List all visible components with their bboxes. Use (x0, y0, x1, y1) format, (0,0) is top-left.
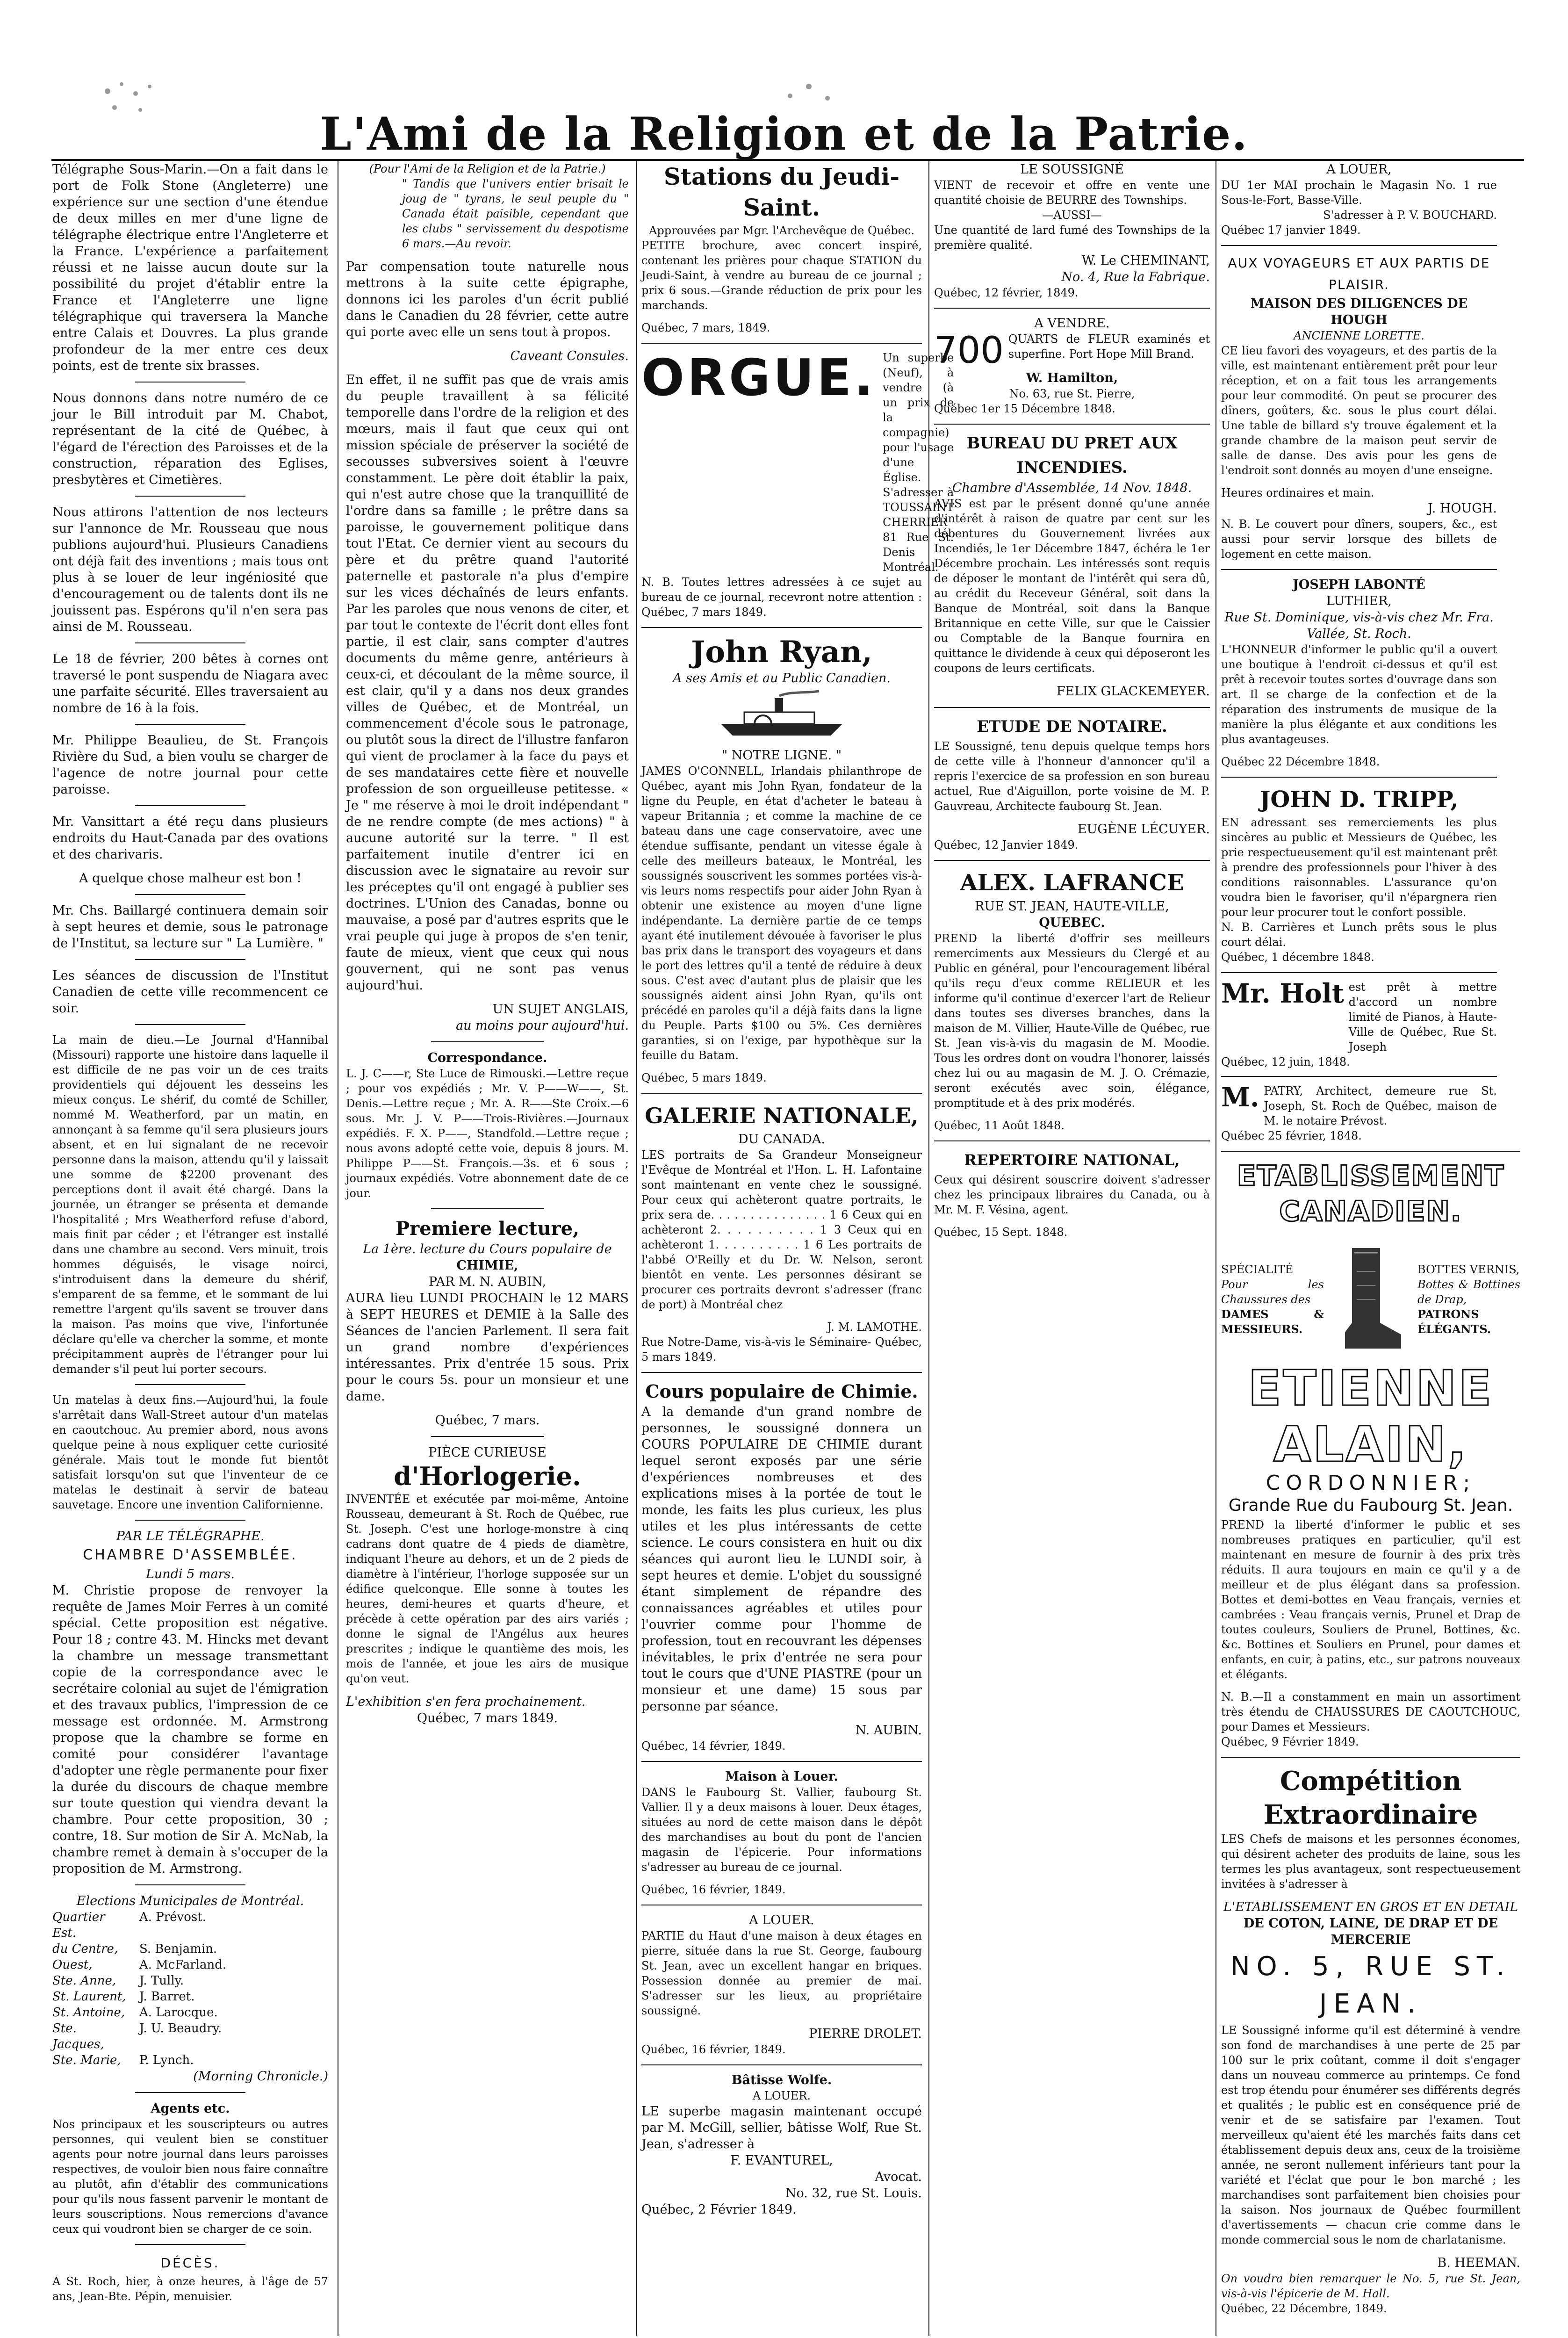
maison-date: Québec, 16 février, 1849. (641, 1883, 786, 1896)
hough-signature: J. HOUGH. (1427, 501, 1497, 516)
divider (135, 1384, 245, 1385)
divider (431, 1208, 544, 1209)
article-rousseau: Nous attirons l'attention de nos lecteurs sur l'annonce de Mr. Rousseau que nous publions aujourd'hui. Plusieurs Canadiens ont déjà fait des inventions ; mais tous ont plus à se louer de leur ingéniosité que d'encouragement ou de talents dont ils ne jouissent pas. Espérons qu'il n'en sera pas ainsi de M. Rousseau. (52, 505, 328, 634)
vendre-body: QUARTS de FLEUR examinés et superfine. Port Hope Mill Brand. (1008, 332, 1210, 361)
ryan-date: Québec, 5 mars 1849. (641, 1071, 767, 1084)
pour-ami: (Pour l'Ami de la Religion et de la Patrie.) (369, 162, 606, 175)
divider (641, 627, 922, 628)
lecture-par: PAR M. N. AUBIN, (428, 1275, 547, 1289)
section-chambre: CHAMBRE D'ASSEMBLÉE. (83, 1547, 298, 1563)
orgue-title: ORGUE. (641, 349, 877, 407)
divider (135, 805, 245, 806)
boot-icon (1336, 1243, 1406, 1356)
deces-body: A St. Roch, hier, à onze heures, à l'âge de 57 ans, Jean-Bte. Pépin, menuisier. (52, 2275, 328, 2303)
article-beaulieu: Mr. Philippe Beaulieu, de St. François Rivière du Sud, a bien voulu se charger de l'agence de notre journal pour cette paroisse. (52, 733, 328, 797)
stations-title: Stations du Jeudi-Saint. (663, 163, 900, 221)
galerie-address: Rue Notre-Dame, vis-à-vis le Séminaire- Québec, 5 mars 1849. (641, 1335, 922, 1364)
competition-body: LE Soussigné informe qu'il est déterminé à vendre son fond de marchandises à une perte de 25 par 100 sur le prix coûtant, comme il doit s'engager dans un nouveau commerce au printemps. Ce fond est trop étendu pour énumérer ses différents degrés et qualités ; le public est en conséquence prié de venir et de se satisfaire par l'examen. Tout merveilleux qu'aient été les marchés faits dans cet établissement depuis deux ans, ceux de la troisième année, ne seront nullement inférieurs tant pour la variété et l'éclat que pour le bon marché ; les marchandises sont parfaitement bien choisies pour la saison. Nos journaux de Québec fourmillent d'avertissements — chacun crie comme dans le monde commercial sous le nom de charlatanisme. (1221, 2024, 1520, 2246)
lecture-date: Québec, 7 mars. (435, 1413, 540, 1428)
deces-title: DÉCÈS. (160, 2255, 220, 2271)
lafrance-city: QUEBEC. (1039, 916, 1105, 930)
lafrance-date: Québec, 11 Août 1848. (934, 1119, 1065, 1132)
galerie-title: GALERIE NATIONALE, (645, 1103, 919, 1128)
divider (135, 496, 245, 497)
article-chambre: M. Christie propose de renvoyer la requête de James Moir Ferres à un comité spécial. Cette proposition est négative. Pour 18 ; contre 43. M. Hincks met devant la chambre un message transmettant copie de la correspondance avec le secrétaire colonial au sujet de l'émigration et des travaux publics, l'impression de ce message est ordonnée. M. Armstrong propose que la chambre se forme en comité pour considérer l'avantage d'adopter une règle permanente pour fixer la durée du discours de chaque membre sur toute question qui viendra devant la chambre. Pour cette proposition, 30 ; contre, 18. Sur motion de Sir A. McNab, la chambre remet à demain à s'occuper de la proposition de M. Armstrong. (52, 1583, 328, 1876)
column-5-top (1221, 161, 1497, 1143)
agents-title: Agents etc. (151, 2101, 230, 2116)
piece-curieuse: PIÈCE CURIEUSE (428, 1445, 547, 1460)
cours-body: A la demande d'un grand nombre de personnes, le soussigné donnera un COURS POPULAIRE DE CHIMIE durant lequel seront exposés par une série d'expériences nombreuses et des explications mises à la portée de tout le monde, les faits les plus curieux, les plus utiles et les plus intéressants de cette science. Le cours consistera en huit ou dix séances qui auront lieu le LUNDI soir, à sept heures et demie. L'objet du soussigné étant simplement de répandre des connaissances agréables et utiles pour l'ouvrier comme pour l'homme de profession, tout en recouvrant les dépenses inévitables, le prix d'entrée ne sera pour tout le cours que d'UNE PIASTRE (pour un monsieur et une dame) 15 sous par personne par séance. (641, 1405, 922, 1714)
bottes-drap: Bottes & Bottines de Drap, (1417, 1278, 1520, 1306)
divider (1221, 972, 1497, 973)
column-3 (641, 161, 954, 2336)
divider (641, 1093, 922, 1094)
bureau-signature: FELIX GLACKEMEYER. (1056, 684, 1210, 699)
vendre-ad (934, 332, 1210, 370)
alain-nb: N. B.—Il a constamment en main un assortiment très étendu de CHAUSSURES DE CAOUTCHOUC, pour Dames et Messieurs. (1221, 1690, 1520, 1733)
hough-sub: ANCIENNE LORETTE. (1294, 329, 1424, 342)
lafrance-title: ALEX. LAFRANCE (960, 870, 1184, 896)
louer5-title: A LOUER, (1326, 162, 1392, 177)
divider (431, 1041, 544, 1042)
hough-title: MAISON DES DILIGENCES DE HOUGH (1250, 296, 1468, 327)
column-rule (636, 161, 637, 2336)
divider (1221, 777, 1497, 778)
horlogerie-title: d'Horlogerie. (394, 1461, 581, 1491)
hamilton-date: Québec 1er 15 Décembre 1848. (934, 402, 1115, 415)
bureau-body: AVIS est par le présent donné qu'une année d'intérêt à raison de quatre par cent sur les débentures du Gouvernement livrées aux Incendiés, le 1er Décembre 1847, échéra le 1er Décembre prochain. Les intéressés sont requis de déposer le montant de l'intérêt qui sera dû, au crédit du Receveur Général, soit dans la Banque de Montréal, soit dans la Banque Britannique en cette Ville, sur que le Caissier ou Comptable de la Banque fournira en quittance le dividende à ceux qui déposeront les coupons de leurs certificats. (934, 497, 1210, 675)
competition-title: Compétition Extraordinaire (1263, 1766, 1478, 1830)
compensation: Par compensation toute naturelle nous mettrons à la suite cette épigraphe, donnons ici les paroles d'un écrit publié dans le Canadien du 28 février, cette autre qui porte avec elle un sens tout à propos. (346, 260, 629, 339)
bottes-vernis: BOTTES VERNIS, (1417, 1263, 1520, 1276)
article-bill: Nous donnons dans notre numéro de ce jour le Bill introduit par M. Chabot, représentant de la cité de Québec, à l'égard de l'érection des Paroisses et de la construction, réparation des Eglises, presbytères et Cimetières. (52, 391, 328, 487)
competition-goods: DE COTON, LAINE, DE DRAP ET DE MERCERIE (1243, 1916, 1498, 1947)
horlogerie-date: Québec, 7 mars 1849. (417, 1711, 558, 1725)
article-institut: Les séances de discussion de l'Institut Canadien de cette ville recommencent ce soir. (52, 968, 328, 1016)
orgue-nb: N. B. Toutes lettres adressées à ce sujet au bureau de ce journal, recevront notre attention : Québec, 7 mars 1849. (641, 576, 922, 619)
divider (934, 860, 1210, 861)
masthead-rule (51, 159, 1524, 161)
alain-header (1221, 1239, 1520, 1360)
divider (135, 1884, 245, 1885)
stations-date: Québec, 7 mars, 1849. (641, 321, 770, 334)
verse-quote: " Tandis que l'univers entier brisait le joug de " tyrans, le seul peuple du " Canada était paisible, cependant que les clubs " servissement du despotisme 6 mars.—Au revoir. (402, 177, 629, 250)
competition-date: Québec, 22 Décembre, 1849. (1221, 2302, 1387, 2315)
cours-title: Cours populaire de Chimie. (645, 1381, 918, 1402)
stations-body: PETITE brochure, avec concert inspiré, contenant les prières pour chaque STATION du Jeudi-Saint, à vendre au bureau de ce journal ; prix 6 sous.—Grande réduction de prix pour les marchands. (641, 239, 922, 312)
divider (135, 642, 245, 643)
masthead-title: L'Ami de la Religion et de la Patrie. (320, 108, 1248, 160)
dames-messieurs: DAMES & MESSIEURS. (1221, 1307, 1324, 1336)
patry-date: Québec 25 février, 1848. (1221, 1129, 1362, 1142)
alain-left (1221, 1262, 1324, 1337)
galerie-signature: J. M. LAMOTHE. (827, 1321, 922, 1334)
repertoire-date: Québec, 15 Sept. 1848. (934, 1226, 1068, 1239)
patrons-elegants: PATRONS ÉLÉGANTS. (1417, 1307, 1491, 1336)
louer-date: Québec, 16 février, 1849. (641, 2043, 786, 2056)
column-2 (346, 161, 629, 2336)
voyageurs-title: AUX VOYAGEURS ET AUX PARTIS DE PLAISIR. (1228, 255, 1490, 292)
louer5-date: Québec 17 janvier 1849. (1221, 224, 1361, 237)
patry-initial: M. (1221, 1082, 1259, 1113)
section-par-telegraphe: PAR LE TÉLÉGRAPHE. (116, 1529, 265, 1544)
stations-sub: Approuvées par Mgr. l'Archevêque de Québec. (649, 224, 914, 237)
holt-ad (1221, 980, 1497, 1054)
elections-list (52, 1909, 328, 2068)
divider (641, 1372, 922, 1373)
alain-name: ETIENNE ALAIN, (1248, 1360, 1494, 1473)
elections-row: Ste. Anne, J. Tully. (52, 1974, 184, 1988)
orgue-body: Un superbe (Neuf), à vendre (à un prix de la compagnie) pour l'usage d'une Église. S'adresser à TOUSSAINT CHERRIER 81 Rue St. Denis Montréal. (883, 351, 954, 574)
luthier-title: JOSEPH LABONTÉ (1293, 577, 1425, 592)
elections-row: Ste. Jacques, J. U. Beaudry. (52, 2021, 222, 2051)
article-betes: Le 18 de février, 200 bêtes à cornes ont traversé le pont suspendu de Niagara avec une parfaite sécurité. Elles traversaient au nombre de 16 à la fois. (52, 652, 328, 715)
hamilton-signature: W. Hamilton, (1026, 371, 1118, 385)
maison-title: Maison à Louer. (725, 1769, 838, 1784)
divider (641, 343, 922, 344)
aussi-title: —AUSSI— (1042, 209, 1102, 222)
aussi-body: Une quantité de lard fumé des Townships de la première qualité. (934, 224, 1210, 252)
pour-chaussures: Pour les Chaussures des (1221, 1278, 1324, 1306)
divider (641, 1761, 922, 1762)
galerie-sub: DU CANADA. (738, 1132, 825, 1147)
divider (431, 1436, 544, 1437)
grande-rue: Grande Rue du Faubourg St. Jean. (1228, 1496, 1513, 1515)
holt-title: Mr. Holt (1221, 978, 1344, 1009)
cordonnier: CORDONNIER; (1266, 1471, 1476, 1495)
wolfe-signature-2: Avocat. (875, 2170, 922, 2184)
wolfe-address: No. 32, rue St. Louis. (785, 2186, 922, 2201)
hough-body: CE lieu favori des voyageurs, et des partis de la ville, est maintenant entièrement prêt pour leur réception, et on a fait tous les arrangements pour leur commodité. On peut se procurer des dîners, goûters, &c. sous le plus court délai. Une table de billard s'y trouve également et la grande chambre de la maison peut servir de salle de danse. Des avis pour les gens de l'endroit sont donnés au moyen d'une enseigne. (1221, 344, 1497, 477)
bureau-sub: Chambre d'Assemblée, 14 Nov. 1848. (952, 481, 1192, 495)
luthier-body: L'HONNEUR d'informer le public qu'il a ouvert une boutique à l'endroit ci-dessus et qu'il est prêt à recevoir toutes sortes d'ouvrage dans son art. Il se charge de la confection et de la réparation des instruments de musique de la manière la plus élégante et aux conditions les plus avantageuses. (1221, 643, 1497, 746)
lecture-chimie: CHIMIE, (456, 1258, 518, 1273)
competition-nb: On voudra bien remarquer le No. 5, rue St. Jean, vis-à-vis l'épicerie de M. Hall. (1221, 2272, 1520, 2300)
holt-date: Québec, 12 juin, 1848. (1221, 1055, 1350, 1068)
sujet-anglais-2: au moins pour aujourd'hui. (456, 1018, 629, 1033)
maison-body: DANS le Faubourg St. Vallier, faubourg St. Vallier. Il y a deux maisons à louer. Deux étages, situées au nord de cette maison dans le dépôt des marchandises au bout du pont de l'ancien magasin de l'épicerie. Pour informations s'adresser au bureau de ce journal. (641, 1786, 922, 1874)
vendre-quantity: 700 (934, 330, 1004, 372)
divider (934, 308, 1210, 309)
article-malheur: A quelque chose malheur est bon ! (79, 871, 302, 886)
notaire-signature: EUGÈNE LÉCUYER. (1077, 822, 1210, 837)
lafrance-address: RUE ST. JEAN, HAUTE-VILLE, (975, 899, 1169, 914)
divider (135, 1024, 245, 1025)
hough-nb: N. B. Le couvert pour dîners, soupers, &c., est aussi pour servir lorsque des billets de logement en cette maison. (1221, 518, 1497, 561)
agents-body: Nos principaux et les souscripteurs ou autres personnes, qui veulent bien se constituer agents pour notre journal dans leurs paroisses respectives, de vouloir bien nous faire connaître au plutôt, afin d'établir des communications pour qu'ils nous fassent parvenir le montant de leurs souscriptions. Nous remercions d'avance ceux qui voudront bien se charger de ce soin. (52, 2118, 328, 2236)
divider (1221, 569, 1497, 570)
divider (135, 724, 245, 725)
divider (135, 2244, 245, 2245)
alain-body: PREND la liberté d'informer le public et ses nombreuses pratiques en particulier, qu'il est maintenant en mesure de fournir à des prix très réduits. Il aura toujours en main ce qu'il y a de meilleur et de plus élégant dans sa profession. Bottes et demi-bottes en Veau français, vernies et cambrées : Veau français vernis, Prunel et Drap de toutes couleurs, Souliers de Prunel, Bottines, &c. &c. Bottines et Souliers en Prunel, pour dames et enfants, en cuir, à patins, etc., sur patrons nouveaux et élégants. (1221, 1518, 1520, 1681)
specialite: SPÉCIALITÉ (1221, 1263, 1294, 1276)
lecture-body: AURA lieu LUNDI PROCHAIN le 12 MARS à SEPT HEURES et DEMIE à la Salle des Séances de l'ancien Parlement. Il sera fait un grand nombre d'expériences intéressantes. Prix d'entrée 15 sous. Prix pour le cours 5s. pour un monsieur et une dame. (346, 1291, 629, 1404)
lecture-title: Premiere lecture, (395, 1218, 580, 1240)
repertoire-body: Ceux qui désirent souscrire doivent s'adresser chez les principaux libraires du Canada, ou à Mr. M. F. Vésina, agent. (934, 1173, 1210, 1216)
soussigne-title: LE SOUSSIGNÉ (1020, 162, 1124, 177)
cheminant-signature: W. Le CHEMINANT, (1081, 253, 1210, 268)
galerie-body: LES portraits de Sa Grandeur Monseigneur l'Evêque de Montréal et l'Hon. L. H. Lafontaine sont maintenant en vente chez le soussigné. Pour ceux qui achèteront quatre portraits, le prix sera de. . . . . . . . . . . . . . . 1 6 Ceux qui en achèteront 2. . . . . . . . . . 1 3 Ceux qui en achèteront 1. . . . . . . . . . 1 6 Les portraits de l'abbé O'Reilly et du Dr. W. Nelson, seront bientôt en vente. Les personnes désirant se procurer ces portraits devront s'adresser (franc de port) à Montréal chez (641, 1148, 922, 1311)
hough-hours: Heures ordinaires et main. (1221, 486, 1374, 499)
divider (934, 707, 1210, 708)
column-1 (52, 161, 328, 2336)
competition-address: NO. 5, RUE ST. JEAN. (1230, 1951, 1511, 2019)
ryan-body: JAMES O'CONNELL, Irlandais philanthrope de Québec, ayant mis John Ryan, fondateur de la ligne du Peuple, en état d'acheter le bateau à vapeur Britannia ; et comme la machine de ce bateau dans une cage conservatoire, avec une étendue suffisante, pendant un vitesse égale à celle des meilleurs bateaux, le Montréal, les soussignés souscrivent les sommes portées vis-à-vis leurs noms respectifs pour aider John Ryan à obtenir une existence au moyen d'une ligne indépendante. La dernière partie de ce temps ayant été inutilement dévouée à favoriser le plus bas prix dans le transport des voyageurs et dans le port des lettres qu'il a tenté de réduire à deux sous. C'est avec d'autant plus de plaisir que les soussignés aident ainsi John Ryan, qu'ils ont précédé en paroles qu'il a déjà faits dans la ligne du Peuple. Parts $100 ou 5%. Ces dernières garanties, si on l'exige, par hypothèque sur la feuille du Batam. (641, 765, 922, 1062)
divider (135, 894, 245, 895)
article-matelas: Un matelas à deux fins.—Aujourd'hui, la foule s'arrêtait dans Wall-Street autour d'un matelas en caoutchouc. Au premier abord, nous avons quelque peine à nous expliquer cette curiosité générale. Mais tout le monde fut bientôt satisfait lorsqu'on sut que l'inventeur de ce matelas le destinait à servir de bateau sauvetage. Encore une invention Californienne. (52, 1393, 328, 1511)
divider (1221, 245, 1497, 246)
luthier-address: Rue St. Dominique, vis-à-vis chez Mr. Fra. Vallée, St. Roch. (1224, 610, 1494, 641)
notaire-body: LE Soussigné, tenu depuis quelque temps hors de cette ville à l'honneur d'annoncer qu'il a repris l'exercice de sa profession en son bureau actuel, Rue d'Aiguillon, porte voisine de M. P. Gauvreau, Architecte faubourg St. Jean. (934, 740, 1210, 813)
holt-body: est prêt à mettre d'accord un nombre limité de Pianos, à Haute-Ville de Québec, Rue St. Joseph (1348, 981, 1497, 1054)
elections-row: du Centre, S. Benjamin. (52, 1942, 217, 1956)
luthier-sub: LUTHIER, (1326, 594, 1392, 608)
sujet-anglais: UN SUJET ANGLAIS, (492, 1002, 629, 1017)
cheminant-date: Québec, 12 février, 1849. (934, 286, 1079, 299)
louer5-body: DU 1er MAI prochain le Magasin No. 1 rue Sous-le-Fort, Basse-Ville. (1221, 179, 1497, 207)
tripp-date: Québec, 1 décembre 1848. (1221, 951, 1374, 964)
louer5-signature: S'adresser à P. V. BOUCHARD. (1323, 209, 1497, 222)
soussigne-body: VIENT de recevoir et offre en vente une quantité choisie de BEURRE des Townships. (934, 179, 1210, 207)
caveant: Caveant Consules. (510, 349, 629, 363)
bureau-title: BUREAU DU PRET AUX INCENDIES. (966, 434, 1178, 477)
divider (135, 2092, 245, 2093)
alain-date: Québec, 9 Février 1849. (1221, 1735, 1359, 1748)
ryan-sub: A ses Amis et au Public Canadien. (673, 671, 891, 686)
divider (641, 2064, 922, 2065)
divider (1221, 1757, 1520, 1758)
notre-ligne: " NOTRE LIGNE. " (721, 748, 842, 763)
alain-right (1417, 1262, 1520, 1337)
wolfe-signature: F. EVANTUREL, (730, 2153, 833, 2168)
tripp-body: EN adressant ses remerciements les plus sincères au public et Messieurs de Québec, les prie respectueusement qu'il est maintenant prêt à prendre des professionnels pour l'hiver à des conditions raisonnables. L'assurance qu'on voudra bien le favoriser, qu'il n'épargnera rien pour leur procurer tout le confort possible. (1221, 816, 1497, 919)
wolfe-body: LE superbe magasin maintenant occupé par M. McGill, sellier, bâtisse Wolf, Rue St. Jean, s'adresser à (641, 2104, 922, 2151)
editorial-body: En effet, il ne suffit pas que de vrais amis du peuple travaillent à sa félicité temporelle dans l'ordre de la religion et des mœurs, mais il faut que ceux qui ont mission spéciale de préserver la société de secousses subversives soient à l'œuvre constamment. Le père doit établir la paix, qui n'est autre chose que la tranquillité de l'ordre dans sa famille ; le prêtre dans sa paroisse, le gouvernement politique dans tout l'Etat. Ce dernier vient au secours du père et du prêtre quand l'autorité paternelle et pastorale n'a plus d'empire sur les vices déchaînés de leurs enfants. Par les paroles que nous venons de citer, et par tout le contexte de l'écrit dont elles font partie, il est clair, sans compter d'autres documents du même genre, antérieurs à ceux-ci, et découlant de la même source, il est clair, qu'il y a dans nos deux grandes villes de Québec, et de Montréal, un commencement d'école sous le patronage, ou plutôt sous la direct de l'illustre fanfaron qui vient de proclamer à la face du pays et de ses mandataires cette fière et nouvelle profession de son orgueilleuse petitesse. « Je " me réserve à moi le droit indépendant " de ne rendre compte (de mes actions) " à aucune autorité sur la terre. " Il est parfaitement inutile d'entrer ici en discussion avec le signataire au revoir sur les préceptes qu'il ont engagé à publier ses doctrines. L'Union des Canadas, bonne ou mauvaise, a posé par d'autres esprits que le vrai peuple qui juge à propos de s'en tenir, faute de mieux, vient que ceux qui nous gouvernent, qui ne sont pas venus aujourd'hui. (346, 373, 629, 993)
column-5 (1221, 161, 1520, 2336)
patry-body: PATRY, Architect, demeure rue St. Joseph, St. Roch de Québec, maison de M. le notaire Prévost. (1264, 1084, 1497, 1127)
hamilton-address: No. 63, rue St. Pierre, (1009, 387, 1135, 400)
divider (1221, 1076, 1497, 1077)
patry-ad (1221, 1083, 1497, 1128)
luthier-date: Québec 22 Décembre 1848. (1221, 755, 1380, 768)
ryan-title: John Ryan, (691, 635, 872, 670)
exposition: L'exhibition s'en fera prochainement. (346, 1695, 586, 1709)
louer-title: A LOUER. (749, 1913, 814, 1927)
date-lundi: Lundi 5 mars. (145, 1567, 235, 1581)
elections-row: Quartier Est. A. Prévost. (52, 1910, 207, 1940)
elections-row: Ste. Marie, P. Lynch. (52, 2053, 194, 2067)
repertoire-title: REPERTOIRE NATIONAL, (964, 1151, 1180, 1169)
article-main-de-dieu: La main de dieu.—Le Journal d'Hannibal (Missouri) rapporte une histoire dans laquelle il est difficile de ne pas voir un de ces traits providentiels qui déjouent les desseins les mieux conçus. Le shérif, du comté de Schiller, nommé M. Weatherford, par un matin, en annonçant à sa femme qu'il sera plusieurs jours absent, et en lui signalant de ne recevoir personne dans la maison, attendu qu'il y laissait une somme de $2200 provenant des perceptions dont il avait été chargé. Dans la journée, un étranger se présenta et demande l'hospitalité ; Mrs Weatherford refuse d'abord, mais finit par céder ; et l'étranger est installé dans une chambre au second. Vers minuit, trois hommes déguisés, le visage noirci, s'introduisent dans la demeure du shérif, s'emparent de sa femme, et le sommant de lui remettre l'argent qu'ils savent se trouver dans la maison. Pas moins que vive, l'infortunée déclare qu'elle va chercher la somme, et monte précipitamment auprès de l'étranger pour lui demander s'il peut lui porter secours. (52, 1033, 328, 1376)
cheminant-address: No. 4, Rue la Fabrique. (1061, 270, 1210, 284)
correspondance-title: Correspondance. (427, 1051, 547, 1065)
wolfe-sub: A LOUER. (752, 2089, 811, 2102)
divider (135, 959, 245, 960)
divider (934, 424, 1210, 425)
lafrance-body: PREND la liberté d'offrir ses meilleurs remerciments aux Messieurs du Clergé et au Public en général, pour l'encouragement libéral qu'ils reçu d'eux comme RELIEUR et les informe qu'il continue d'exercer l'art de Relieur dans toutes ses diverses branches, dans la maison de M. Villier, Haute-Ville de Québec, rue St. Jean vis-à-vis du magasin de M. Moodie. Tous les ordres dont on voudra l'honorer, laissés chez lui ou au magasin de M. J. O. Crémazie, seront exécutés avec soin, élégance, promptitude et à des prix modérés. (934, 932, 1210, 1110)
article-telegraphe: Télégraphe Sous-Marin.—On a fait dans le port de Folk Stone (Angleterre) une expérience sur une section d'une étendue de deux milles en mer d'une ligne de télégraphe électrique entre l'Angleterre et la France. L'expérience a parfaitement réussi et ne laisse aucun doute sur la possibilité du projet d'établir entre la France et l'Angleterre une ligne télégraphique qui traversera la Manche entre Calais et Douvres. La plus grande profondeur de la mer entre ces deux points, est de trente six brasses. (52, 162, 328, 373)
article-baillarge: Mr. Chs. Baillargé continuera demain soir à sept heures et demie, sous le patronage de l'Institut, sa lecture sur " La Lumière. " (52, 903, 328, 951)
competition-signature: B. HEEMAN. (1437, 2256, 1520, 2270)
wolfe-date: Québec, 2 Février 1849. (641, 2202, 797, 2217)
competition-etablissement: L'ETABLISSEMENT EN GROS ET EN DETAIL (1223, 1900, 1518, 1914)
louer-body: PARTIE du Haut d'une maison à deux étages en pierre, située dans la rue St. George, faubourg St. Jean, avec un excellent hangar en briques. Possession donnée au premier de mai. S'adresser sur les lieux, au propriétaire soussigné. (641, 1929, 922, 2017)
elections-row: St. Antoine, A. Larocque. (52, 2006, 218, 2020)
elections-source: (Morning Chronicle.) (193, 2069, 328, 2084)
etablissement-title: ETABLISSEMENT CANADIEN. (1237, 1160, 1505, 1228)
cours-signature: N. AUBIN. (855, 1723, 922, 1738)
steamboat-icon (712, 691, 852, 743)
elections-row: St. Laurent, J. Barret. (52, 1990, 195, 2004)
competition-intro: LES Chefs de maisons et les personnes économes, qui désirent acheter des produits de laine, sous les termes les plus avantageux, sont respectueusement invitées à s'adresser à (1221, 1833, 1520, 1891)
orgue-ad (641, 349, 954, 575)
vendre-title: A VENDRE. (1034, 316, 1110, 331)
notaire-title: ETUDE DE NOTAIRE. (977, 717, 1167, 736)
divider (135, 1520, 245, 1521)
elections-row: Ouest, A. McFarland. (52, 1958, 227, 1972)
tripp-nb: N. B. Carrières et Lunch prêts sous le plus court délai. (1221, 921, 1497, 949)
notaire-date: Québec, 12 Janvier 1849. (934, 838, 1079, 851)
elections-title: Elections Municipales de Montréal. (76, 1894, 304, 1908)
wolfe-title: Bâtisse Wolfe. (731, 2073, 832, 2087)
divider (1221, 1151, 1520, 1152)
louer-signature: PIERRE DROLET. (809, 2027, 922, 2041)
column-4 (934, 161, 1210, 2336)
article-vansittart: Mr. Vansittart a été reçu dans plusieurs endroits du Haut-Canada par des ovations et des charivaris. (52, 815, 328, 862)
horlogerie-body: INVENTÉE et exécutée par moi-même, Antoine Rousseau, demeurant à St. Roch de Québec, rue St. Joseph. C'est une horloge-monstre à cinq cadrans dont quatre de 4 pieds de diamètre, indiquant l'heure au dehors, et un de 2 pieds de diamètre à l'intérieur, l'horloge supposée sur un édifice quelconque. Elle sonne à toutes les heures, demi-heures et quarts d'heure, et précède à cette opération par des airs variés ; donne le signal de l'Angélus aux heures prescrites ; indique le quantième des mois, les mois de l'année, et joue les airs de musique qu'on veut. (346, 1493, 629, 1685)
divider (934, 1140, 1210, 1141)
cours-date: Québec, 14 février, 1849. (641, 1739, 786, 1753)
lecture-sub: La 1ère. lecture du Cours populaire de (363, 1242, 612, 1256)
tripp-title: JOHN D. TRIPP, (1259, 787, 1459, 813)
correspondance-body: L. J. C——r, Ste Luce de Rimouski.—Lettre reçue ; pour vos expédiés ; Mr. V. P——W——, St. Denis.—Lettre reçue ; Mr. A. R——Ste Croix.—6 sous. Mr. J. V. P——Trois-Rivières.—Journaux expédiés. F. X. P——, Standfold.—Lettre reçue ; nous avons adopté cette voie, depuis 8 jours. M. Philippe P——St. François.—3s. et 6 sous ; journaux expédiés. Votre abonnement date de ce jour. (346, 1067, 629, 1200)
